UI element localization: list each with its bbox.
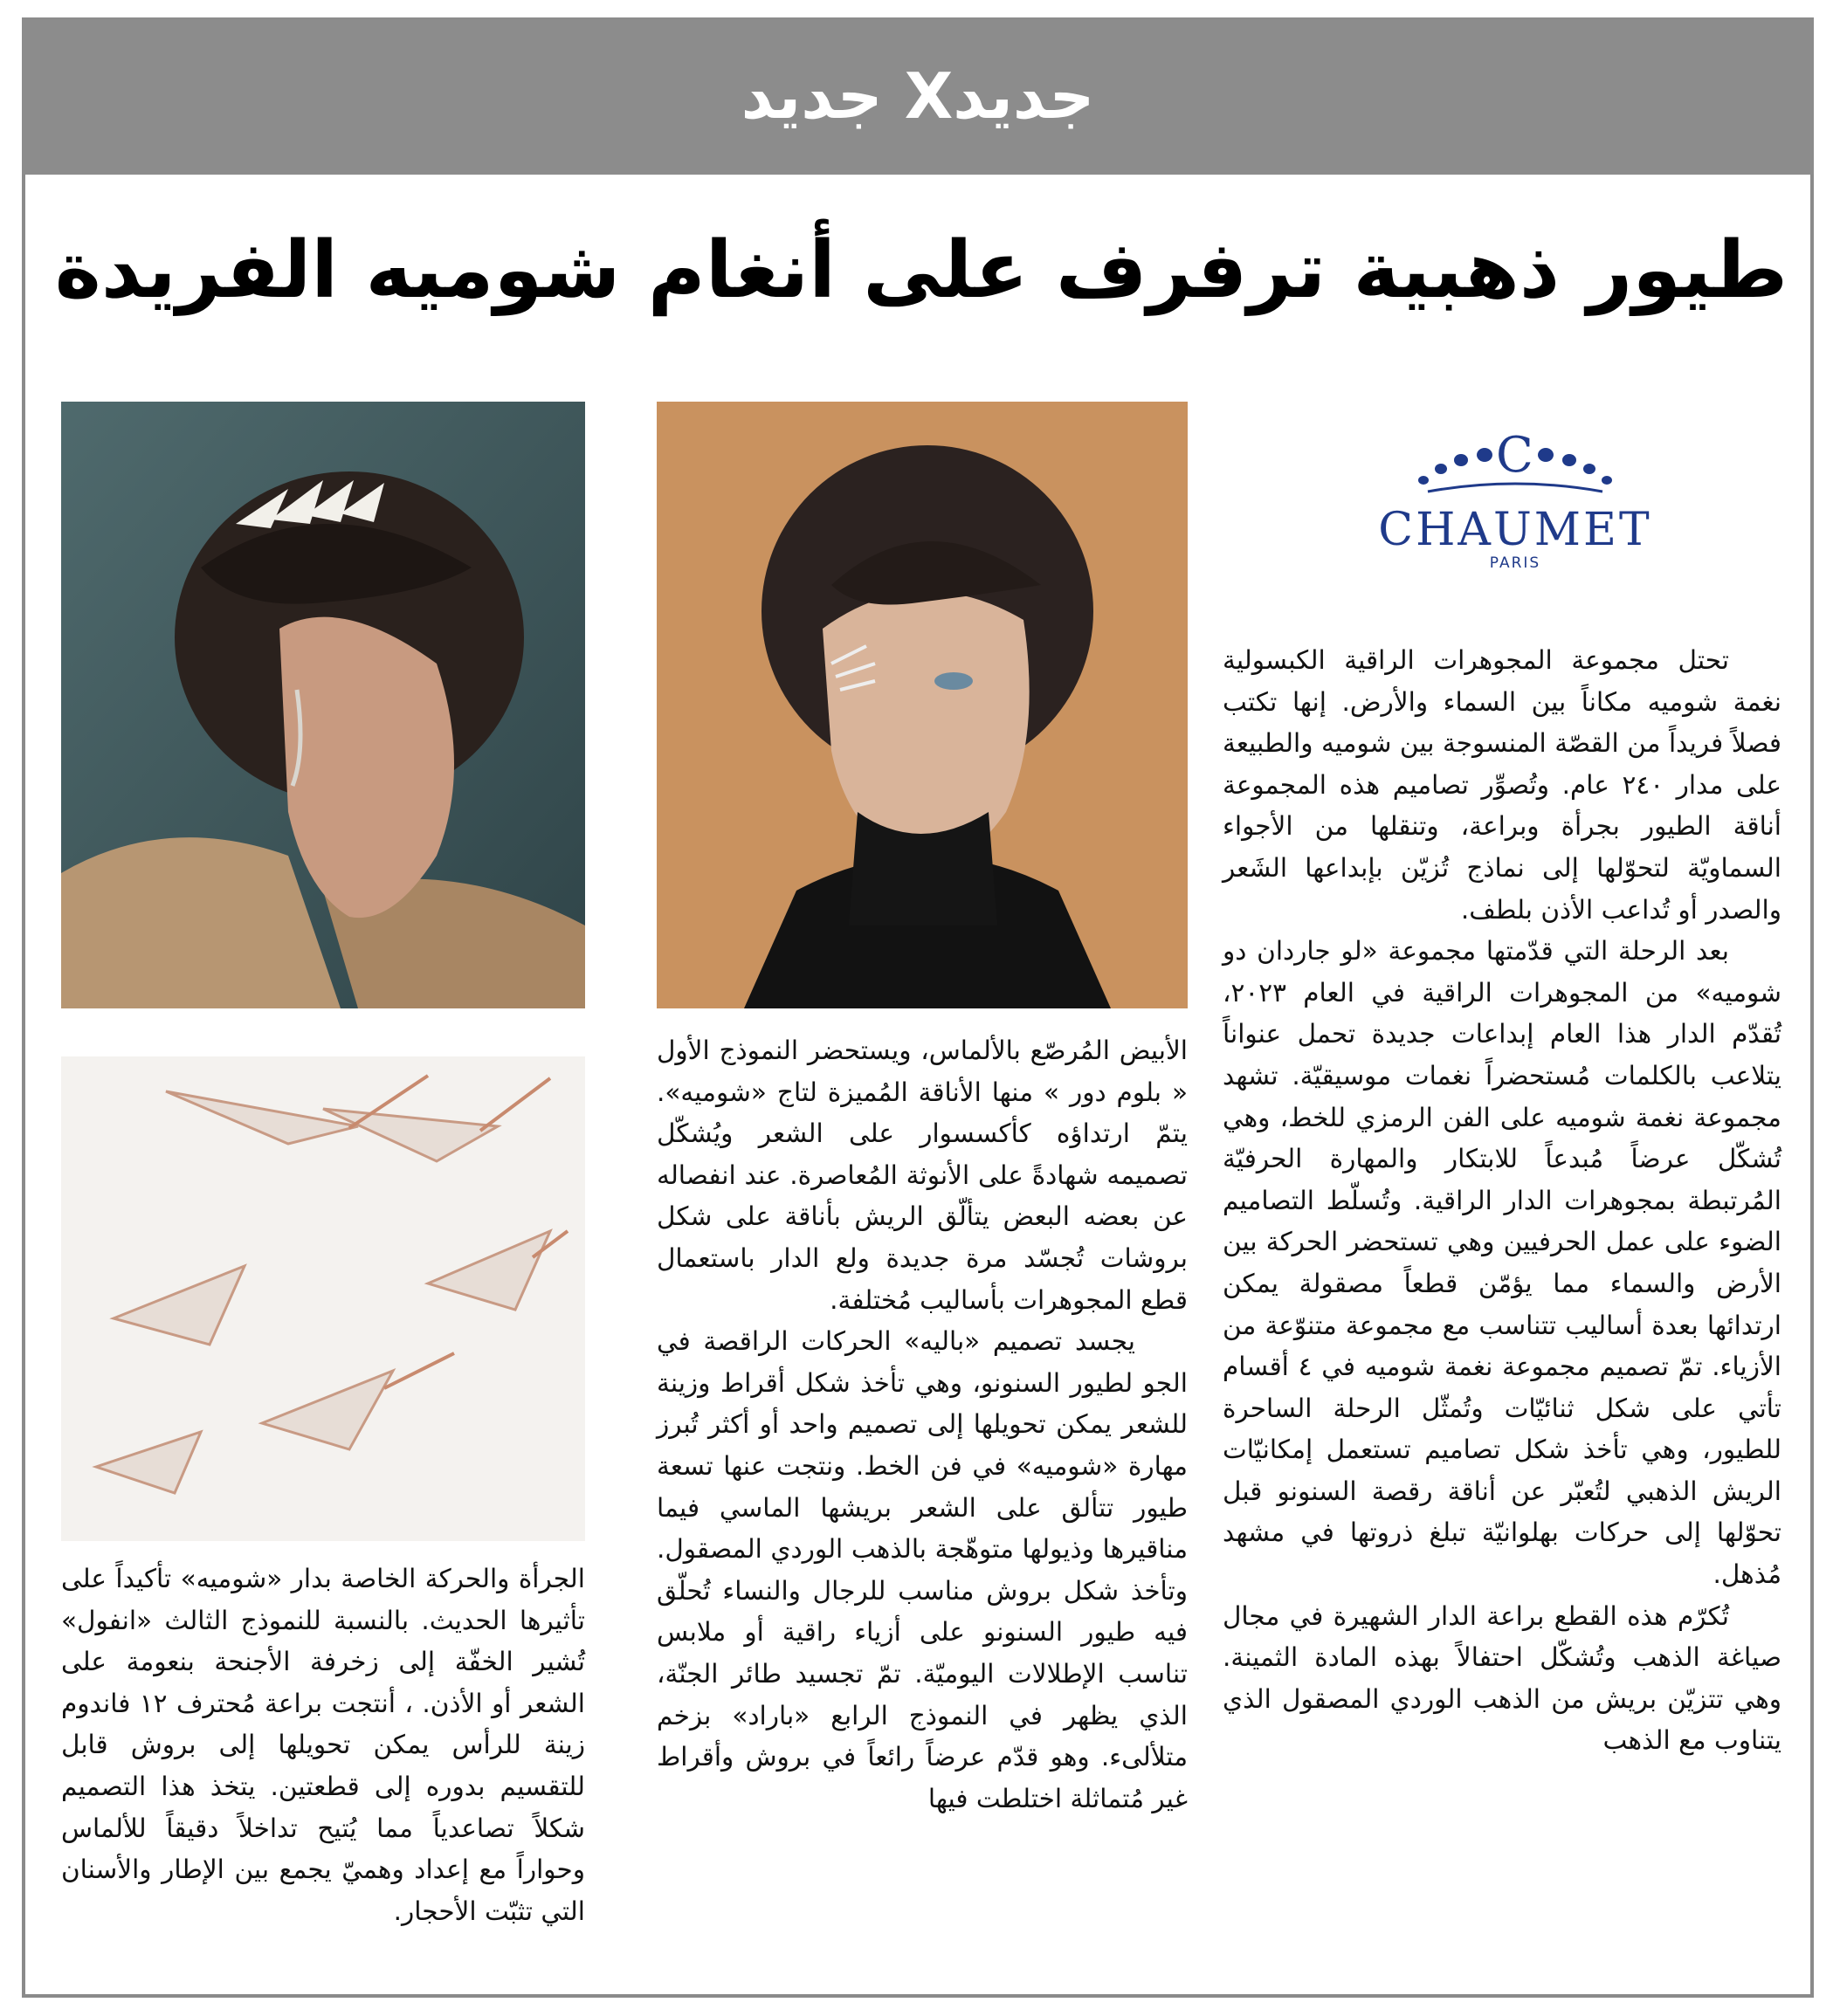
photo-swallow-brooches bbox=[61, 1056, 585, 1541]
paragraph: يجسد تصميم «باليه» الحركات الراقصة في الجو لطيور السنونو، وهي تأخذ شكل أقراط وزينة للشعر يمكن تحويلها إلى تصميم واحد أو أكثر تُبرز مهارة «شوميه» في فن الخط. ونتجت عنها تسعة طيور تتألق على الشعر بريشها الماسي فيما مناقيرها وذيولها متوهّجة بالذهب الوردي المصقول. وتأخذ شكل بروش مناسب للرجال والنساء تُحلّق فيه طيور السنونو على أزياء راقية أو ملابس تناسب الإطلالات اليوميّة. تمّ تجسيد طائر الجنّة، الذي يظهر في النموذج الرابع «باراد» بزخم متلألىء. وهو قدّم عرضاً رائعاً في بروش وأقراط غير مُتماثلة اختلطت فيها bbox=[657, 1326, 1188, 1813]
chaumet-sub: PARIS bbox=[1489, 554, 1541, 572]
photo-model-hairpin-illustration bbox=[61, 402, 585, 1008]
paragraph: تحتل مجموعة المجوهرات الراقية الكبسولية نغمة شوميه مكاناً بين السماء والأرض. إنها تكتب فصلاً فريداً من القصّة المنسوجة بين شوميه والطبيعة على مدار ٢٤٠ عام. وتُصوِّر تصاميم هذه المجموعة أناقة الطيور بجرأة وبراعة، وتنقلها من الأجواء السماويّة لتحوّلها إلى نماذج تُزيّن بإبداعها الشَعر والصدر أو تُداعب الأذن بلطف. bbox=[1223, 645, 1781, 925]
chaumet-logo bbox=[1340, 423, 1690, 589]
chaumet-wordmark: CHAUMET bbox=[1378, 504, 1652, 556]
paragraph: بعد الرحلة التي قدّمتها مجموعة «لو جاردان دو شوميه» من المجوهرات الراقية في العام ٢٠٢٣، تُقدّم الدار هذا العام إبداعات جديدة تحمل عنواناً يتلاعب بالكلمات مُستحضراً نغمات موسيقيّة. تشهد مجموعة نغمة شوميه على الفن الرمزي للخط، وهي تُشكّل عرضاً مُبدعاً للابتكار والمهارة الحرفيّة المُرتبطة بمجوهرات الدار الراقية. وتُسلّط التصاميم الضوء على عمل الحرفيين وهي تستحضر الحركة بين الأرض والسماء مما يؤمّن قطعاً مصقولة يمكن ارتدائها بعدة أساليب تتناسب مع مجموعة متنوّعة من الأزياء. تمّ تصميم مجموعة نغمة شوميه في ٤ أقسام تأتي على شكل ثنائيّات وتُمثّل الرحلة الساحرة للطيور، وهي تأخذ شكل تصاميم تستعمل إمكانيّات الريش الذهبي لتُعبّر عن أناقة رقصة السنونو قبل تحوّلها إلى حركات بهلوانيّة تبلغ ذروتها في مشهد مُذهل. bbox=[1223, 936, 1781, 1590]
photo-swallow-brooches-illustration bbox=[61, 1056, 585, 1541]
photo-model-earcuff-illustration bbox=[657, 402, 1188, 1008]
paragraph: الأبيض المُرصّع بالألماس، ويستحضر النموذج الأول « بلوم دور » منها الأناقة المُميزة لتاج «شوميه». يتمّ ارتداؤه كأكسسوار على الشعر ويُشكّل تصميمه شهادةً على الأنوثة المُعاصرة. عند انفصاله عن بعضه البعض يتألّق الريش بأناقة على شكل بروشات تُجسّد مرة جديدة ولع الدار باستعمال قطع المجوهرات بأساليب مُختلفة. bbox=[657, 1036, 1188, 1315]
article-column-middle bbox=[657, 1030, 1188, 1978]
paragraph: تُكرّم هذه القطع براعة الدار الشهيرة في مجال صياغة الذهب وتُشكّل احتفالاً بهذه المادة الثمينة. وهي تتزيّن بريش من الذهب الوردي المصقول الذي يتناوب مع الذهب bbox=[1223, 1600, 1781, 1756]
chaumet-letter: C bbox=[1496, 427, 1533, 484]
headline: طيور ذهبية ترفرف على أنغام شوميه الفريدة bbox=[54, 224, 1788, 316]
section-banner bbox=[22, 17, 1814, 175]
article-column-left bbox=[61, 1558, 585, 1978]
photo-model-hairpin bbox=[61, 402, 585, 1008]
section-title: جديدX جديد bbox=[741, 59, 1095, 133]
paragraph: الجرأة والحركة الخاصة بدار «شوميه» تأكيداً على تأثيرها الحديث. بالنسبة للنموذج الثالث «انفول» تُشير الخفّة إلى زخرفة الأجنحة بنعومة على الشعر أو الأذن. ، أنتجت براعة مُحترف ١٢ فاندوم زينة للرأس يمكن تحويلها إلى بروش قابل للتقسيم بدوره إلى قطعتين. يتخذ هذا التصميم شكلاً تصاعدياً مما يُتيح تداخلاً دقيقاً للألماس وحواراً مع إعداد وهميّ يجمع بين الإطار والأسنان التي تثبّت الأحجار. bbox=[61, 1564, 585, 1926]
article-column-right bbox=[1223, 640, 1781, 1976]
photo-model-earcuff bbox=[657, 402, 1188, 1008]
